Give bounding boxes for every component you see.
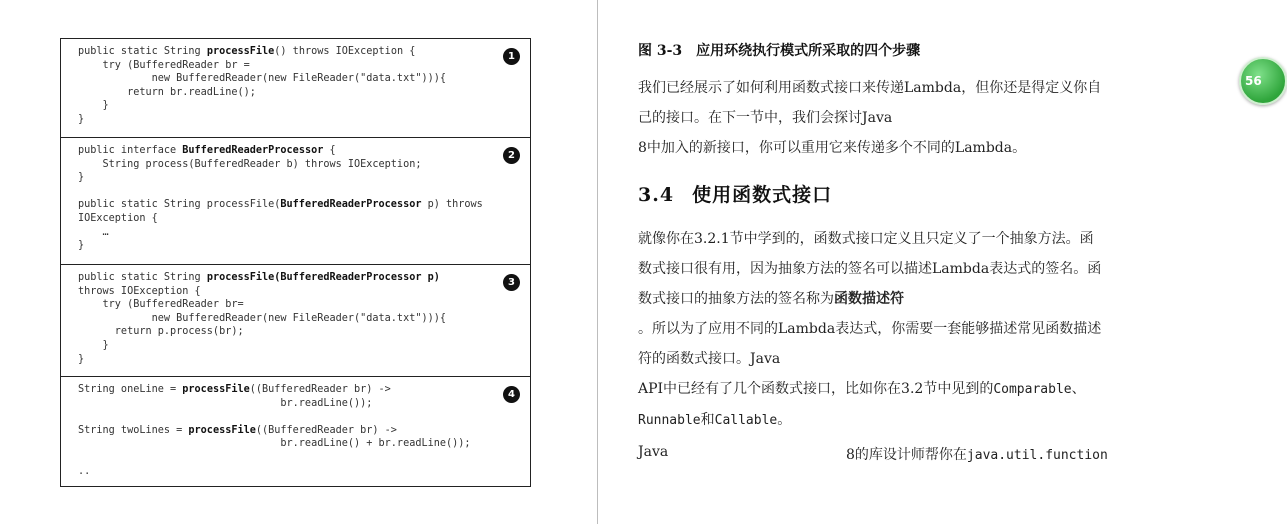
code-term-comparable: Comparable bbox=[993, 382, 1072, 397]
code-keyword-bold: processFile bbox=[206, 46, 275, 57]
text-line bbox=[638, 405, 1168, 436]
code-line bbox=[78, 298, 446, 312]
figure-caption bbox=[638, 40, 920, 60]
code-line bbox=[78, 198, 483, 212]
code-line bbox=[78, 325, 446, 339]
step-number-badge: 1 bbox=[503, 48, 520, 65]
code-term-runnable: Runnable bbox=[638, 413, 701, 428]
code-line bbox=[78, 99, 446, 113]
function-descriptor-term: 函数描述符 bbox=[834, 291, 904, 307]
code-text: br.readLine() + br.readLine()); bbox=[78, 438, 471, 450]
code-text: String oneLine = bbox=[78, 384, 183, 395]
code-text: } bbox=[78, 100, 109, 112]
paragraph-functional-interface bbox=[638, 224, 1168, 436]
code-text: String process(BufferedReader b) throws IOException; bbox=[78, 158, 422, 170]
code-line bbox=[78, 312, 446, 326]
code-panel-step-3 bbox=[61, 265, 530, 377]
code-block bbox=[78, 144, 483, 253]
right-page bbox=[598, 0, 1257, 524]
code-text: } bbox=[78, 353, 85, 365]
text-span: 数式接口的抽象方法的签名称为 bbox=[638, 291, 834, 307]
code-block bbox=[78, 271, 446, 366]
text-line: 数式接口很有用，因为抽象方法的签名可以描述Lambda表达式的签名。函 bbox=[638, 261, 1102, 277]
code-line bbox=[78, 239, 483, 253]
code-text: p) throws bbox=[421, 199, 483, 211]
code-keyword-bold: BufferedReaderProcessor bbox=[182, 145, 324, 156]
code-line bbox=[78, 144, 483, 158]
step-number-badge: 4 bbox=[503, 386, 520, 403]
code-line bbox=[78, 45, 446, 59]
code-keyword-bold: BufferedReaderProcessor bbox=[280, 199, 422, 211]
code-line bbox=[78, 113, 446, 127]
code-text: () throws IOException { bbox=[274, 46, 416, 57]
code-line bbox=[78, 451, 471, 465]
section-number: 3.4 bbox=[638, 184, 675, 206]
code-line bbox=[78, 353, 446, 367]
code-text: .. bbox=[78, 465, 91, 477]
code-text: } bbox=[78, 172, 85, 184]
text-span bbox=[846, 444, 1108, 464]
section-heading bbox=[638, 180, 832, 207]
code-keyword-bold: processFile bbox=[188, 424, 256, 436]
text-span: 8的库设计师帮你在 bbox=[846, 447, 967, 463]
code-block bbox=[78, 45, 446, 127]
code-text: String twoLines = bbox=[78, 424, 189, 436]
code-line bbox=[78, 383, 471, 397]
code-term-package: java.util.function bbox=[966, 448, 1108, 463]
code-text: public interface bbox=[78, 145, 183, 156]
paragraph-intro bbox=[638, 73, 1168, 163]
code-text: return br.readLine(); bbox=[78, 86, 256, 98]
text-line bbox=[638, 374, 1168, 405]
text-line: 符的函数式接口。Java bbox=[638, 351, 781, 367]
text-span: 和 bbox=[700, 412, 715, 428]
figure-number: 图 3-3 bbox=[638, 43, 683, 59]
code-text: br.readLine()); bbox=[78, 397, 373, 409]
code-text: new BufferedReader(new FileReader("data.txt"))){ bbox=[78, 73, 447, 85]
left-page bbox=[0, 0, 597, 524]
code-text: IOException { bbox=[78, 212, 158, 224]
code-text: public static String processFile( bbox=[78, 199, 281, 211]
code-text: ((BufferedReader br) -> bbox=[255, 424, 397, 436]
code-text: public static String bbox=[78, 46, 207, 57]
text-line: 我们已经展示了如何利用函数式接口来传递Lambda，但你还是得定义你自 bbox=[638, 80, 1102, 96]
code-panel-step-2 bbox=[61, 138, 530, 265]
code-term-callable: Callable bbox=[714, 413, 778, 428]
code-line bbox=[78, 410, 471, 424]
code-line bbox=[78, 465, 471, 479]
code-text: { bbox=[323, 145, 336, 156]
code-line bbox=[78, 158, 483, 172]
code-text: try (BufferedReader br= bbox=[78, 299, 244, 311]
section-title: 使用函数式接口 bbox=[692, 184, 833, 206]
code-text: } bbox=[78, 240, 85, 252]
code-text: … bbox=[78, 226, 109, 238]
text-span: Java bbox=[638, 444, 669, 460]
code-line bbox=[78, 285, 446, 299]
code-line bbox=[78, 339, 446, 353]
code-line bbox=[78, 212, 483, 226]
code-keyword-bold: processFile(BufferedReaderProcessor p) bbox=[206, 272, 440, 283]
code-text: public static String bbox=[78, 272, 207, 283]
code-line bbox=[78, 397, 471, 411]
code-line bbox=[78, 271, 446, 285]
code-line bbox=[78, 226, 483, 240]
page-number-badge[interactable]: 56 bbox=[1239, 57, 1287, 105]
code-text: try (BufferedReader br = bbox=[78, 59, 250, 71]
code-line bbox=[78, 72, 446, 86]
code-text: new BufferedReader(new FileReader("data.txt"))){ bbox=[78, 312, 447, 324]
text-span: 。 bbox=[777, 412, 792, 428]
text-line: 。所以为了应用不同的Lambda表达式，你需要一套能够描述常见函数描述 bbox=[638, 321, 1102, 337]
text-span: API中已经有了几个函数式接口，比如你在3.2节中见到的 bbox=[638, 381, 994, 397]
step-number-badge: 3 bbox=[503, 274, 520, 291]
code-text: throws IOException { bbox=[78, 285, 201, 297]
code-panel-step-1 bbox=[61, 39, 530, 138]
text-span: 、 bbox=[1071, 381, 1086, 397]
code-keyword-bold: processFile bbox=[182, 384, 250, 395]
code-block bbox=[78, 383, 471, 478]
step-number-badge: 2 bbox=[503, 147, 520, 164]
text-line: 8中加入的新接口，你可以重用它来传递多个不同的Lambda。 bbox=[638, 140, 1027, 156]
code-line bbox=[78, 437, 471, 451]
code-text: } bbox=[78, 339, 109, 351]
text-line: 己的接口。在下一节中，我们会探讨Java bbox=[638, 110, 893, 126]
code-line bbox=[78, 185, 483, 199]
code-line bbox=[78, 59, 446, 73]
text-line: 就像你在3.2.1节中学到的，函数式接口定义且只定义了一个抽象方法。函 bbox=[638, 231, 1094, 247]
code-text: } bbox=[78, 113, 85, 125]
figure-caption-text: 应用环绕执行模式所采取的四个步骤 bbox=[696, 43, 921, 59]
code-line bbox=[78, 86, 446, 100]
code-text: return p.process(br); bbox=[78, 326, 244, 338]
code-panel-step-4 bbox=[61, 377, 530, 486]
text-line bbox=[638, 284, 1168, 314]
figure-3-3 bbox=[60, 38, 531, 487]
code-line bbox=[78, 424, 471, 438]
code-text: ((BufferedReader br) -> bbox=[249, 384, 391, 395]
code-line bbox=[78, 171, 483, 185]
